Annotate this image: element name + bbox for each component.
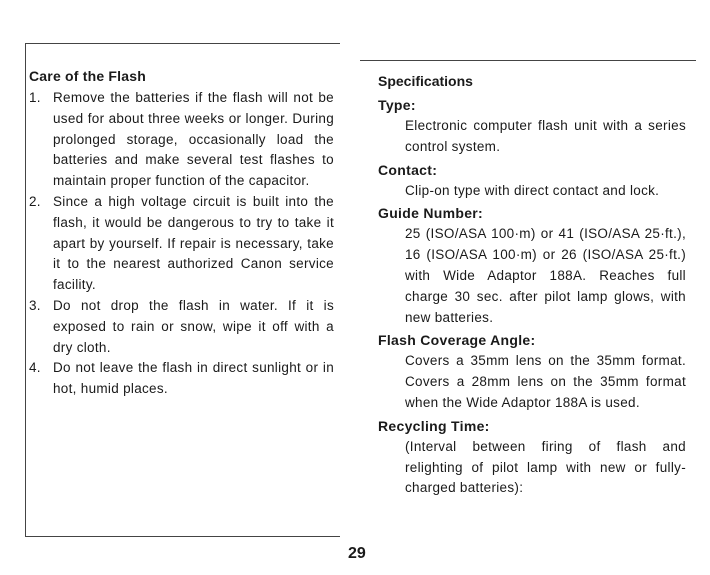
care-item-number: 4. [29,360,41,376]
spec-item-type [378,95,686,158]
care-item-number: 2. [29,193,41,209]
spec-heading: Recycling Time: [378,417,490,434]
care-item-text: Do not drop the flash in water. If it is exposed to rain or snow, wipe it off with a dry cloth. [53,297,334,355]
care-item [29,192,334,296]
care-item [29,88,334,192]
spec-heading: Type: [378,97,416,113]
care-item [29,358,334,400]
spec-body: (Interval between firing of flash and relighting of pilot lamp with new or fully-charged batteries): [405,438,686,496]
spec-item-recycling-time [378,416,686,499]
care-item [29,296,334,358]
spec-body: Clip-on type with direct contact and lock. [405,182,660,198]
spec-item-contact [378,160,686,202]
specifications-section [378,73,686,501]
care-box [25,43,340,537]
spec-body: Covers a 35mm lens on the 35mm format. Covers a 28mm lens on the 35mm format when the Wide Adaptor 188A is used. [405,353,686,410]
care-item-text: Remove the batteries if the flash will not be used for about three weeks or longer. During prolonged storage, occasionally load the batteries and make several test flashes to maintain proper function of the capacitor. [53,90,334,189]
care-item-text: Do not leave the flash in direct sunlight or in hot, humid places. [53,360,334,397]
care-item-number: 1. [29,90,41,105]
care-item-number: 3. [29,297,41,313]
divider [360,60,696,61]
spec-heading: Guide Number: [378,205,484,222]
spec-heading: Flash Coverage Angle: [378,332,536,349]
page-number: 29 [348,545,366,562]
spec-item-coverage-angle [378,330,686,413]
spec-item-guide-number [378,203,686,328]
spec-body: Electronic computer flash unit with a series control system. [405,118,686,154]
care-title: Care of the Flash [29,68,146,84]
care-item-text: Since a high voltage circuit is built into the flash, it would be dangerous to try to take it apart by yourself. If repair is necessary, take it to the nearest authorized Canon service facility. [53,193,334,293]
care-section [29,68,334,400]
spec-heading: Contact: [378,161,438,178]
specifications-title: Specifications [378,73,473,89]
spec-body: 25 (ISO/ASA 100·m) or 41 (ISO/ASA 25·ft.), 16 (ISO/ASA 100·m) or 26 (ISO/ASA 25·ft.) with Wide Adaptor 188A. Reaches full charge 30 sec. after pilot lamp glows, with new batteries. [405,226,686,325]
